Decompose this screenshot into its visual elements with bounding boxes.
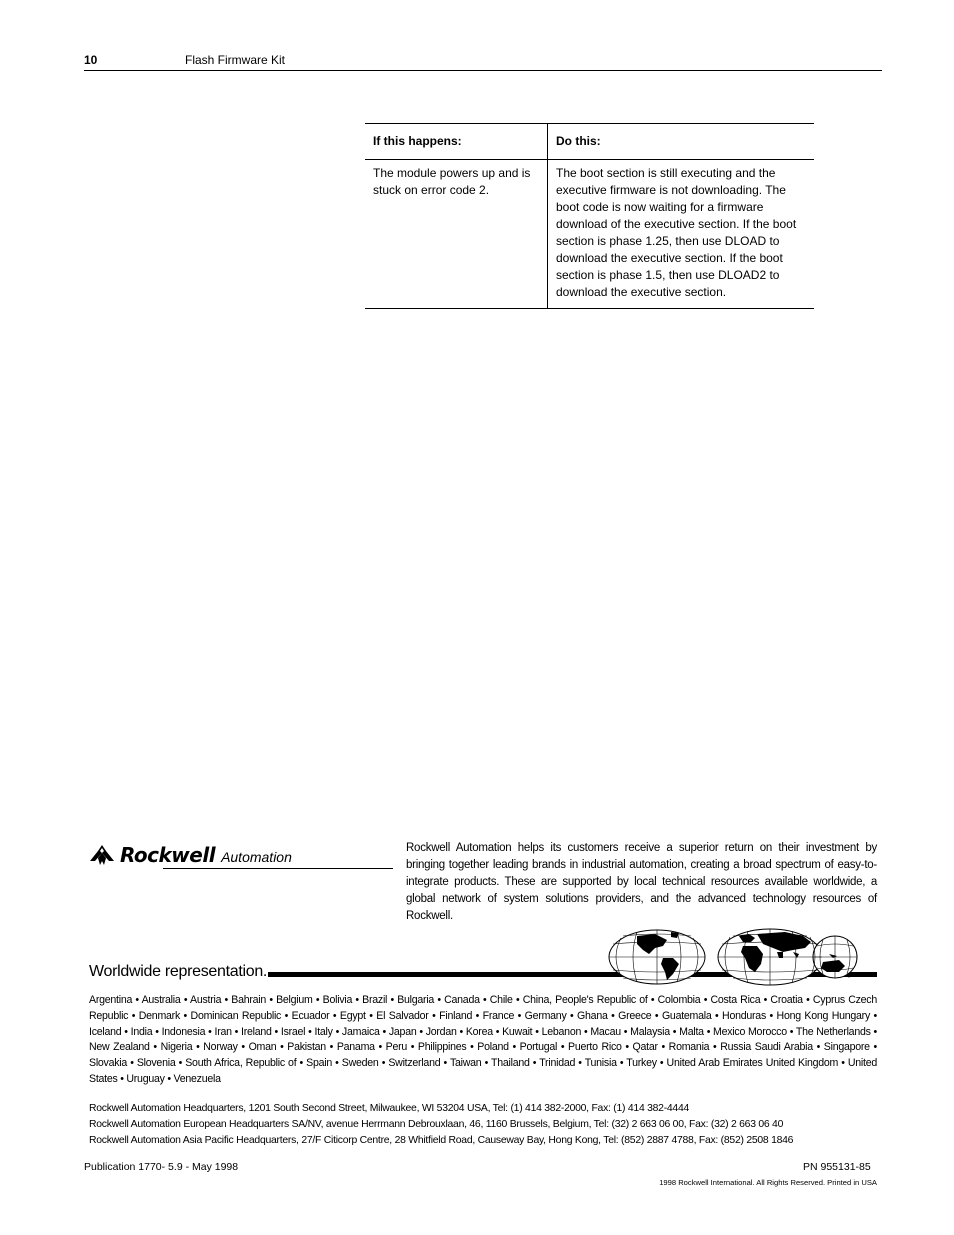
logo-underline [163, 868, 393, 869]
rockwell-eagle-icon [89, 844, 115, 866]
column-header-solution: Do this: [556, 134, 601, 148]
hq-address-europe: Rockwell Automation European Headquarters SA/NV, avenue Herrmann Debrouxlaan, 46, 1160 Brussels, Belgium, Tel: (32) 2 663 06 00, Fax: (32) 2 663 06 40 [89, 1119, 784, 1130]
solution-cell: The boot section is still executing and the executive firmware is not downloading. The boot code is now waiting for a firmware download of the executive section. If the boot section is phase 1.25, then use DLOAD to download the executive section. If the boot section is phase 1.5, then use DLOAD2 to download the executive section. [556, 166, 797, 299]
column-header-problem: If this happens: [365, 124, 548, 160]
hq-address-asia-pacific: Rockwell Automation Asia Pacific Headquarters, 27/F Citicorp Centre, 28 Whitfield Road, Causeway Bay, Hong Kong, Tel: (852) 2887 4788, Fax: (852) 2508 1846 [89, 1135, 794, 1146]
page-number: 10 [84, 53, 98, 67]
company-intro: Rockwell Automation helps its customers receive a superior return on their investment by bringing together leading brands in industrial automation, creating a broad spectrum of easy-to-integrate products. These are supported by local technical resources available worldwide, a global network of system solutions providers, and the advanced technology resources of Rockwell. [406, 842, 877, 922]
rockwell-logo [89, 842, 292, 868]
page-header-title: Flash Firmware Kit [185, 53, 286, 67]
header-rule-tick [866, 70, 882, 71]
header-rule [84, 70, 868, 71]
worldwide-heading: Worldwide representation. [89, 963, 268, 980]
part-number: PN 955131-85 [803, 1161, 871, 1173]
world-map-icon [607, 928, 859, 986]
troubleshooting-table [365, 123, 814, 309]
table-row [365, 160, 814, 309]
publication-number: Publication 1770- 5.9 - May 1998 [84, 1161, 239, 1173]
country-list: Argentina • Australia • Austria • Bahrain • Belgium • Bolivia • Brazil • Bulgaria • Canada • Chile • China, People's Republic of • Colombia • Costa Rica • Croatia • Cyprus Czech Republic • Denmark • Dominican Republic • Ecuador • Egypt • El Salvador • Finland • France • Germany • Ghana • Greece • Guatemala • Honduras • Hong Kong Hungary • Iceland • India • Indonesia • Iran • Ireland • Israel • Italy • Jamaica • Japan • Jordan • Korea • Kuwait • Lebanon • Macau • Malaysia • Malta • Mexico Morocco • The Netherlands • New Zealand • Nigeria • Norway • Oman • Pakistan • Panama • Peru • Philippines • Poland • Portugal • Puerto Rico • Qatar • Romania • Russia Saudi Arabia • Singapore • Slovakia • Slovenia • South Africa, Republic of • Spain • Sweden • Switzerland • Taiwan • Thailand • Trinidad • Tunisia • Turkey • United Arab Emirates United Kingdom • United States • Uruguay • Venezuela [89, 994, 877, 1085]
logo-wordmark: Rockwell [120, 843, 216, 867]
problem-cell: The module powers up and is stuck on error code 2. [365, 160, 548, 309]
table-header-row [365, 124, 814, 160]
hq-address-usa: Rockwell Automation Headquarters, 1201 South Second Street, Milwaukee, WI 53204 USA, Tel: (1) 414 382-2000, Fax: (1) 414 382-4444 [89, 1103, 690, 1114]
logo-subword: Automation [221, 849, 292, 865]
copyright-notice: 1998 Rockwell International. All Rights Reserved. Printed in USA [659, 1178, 877, 1187]
